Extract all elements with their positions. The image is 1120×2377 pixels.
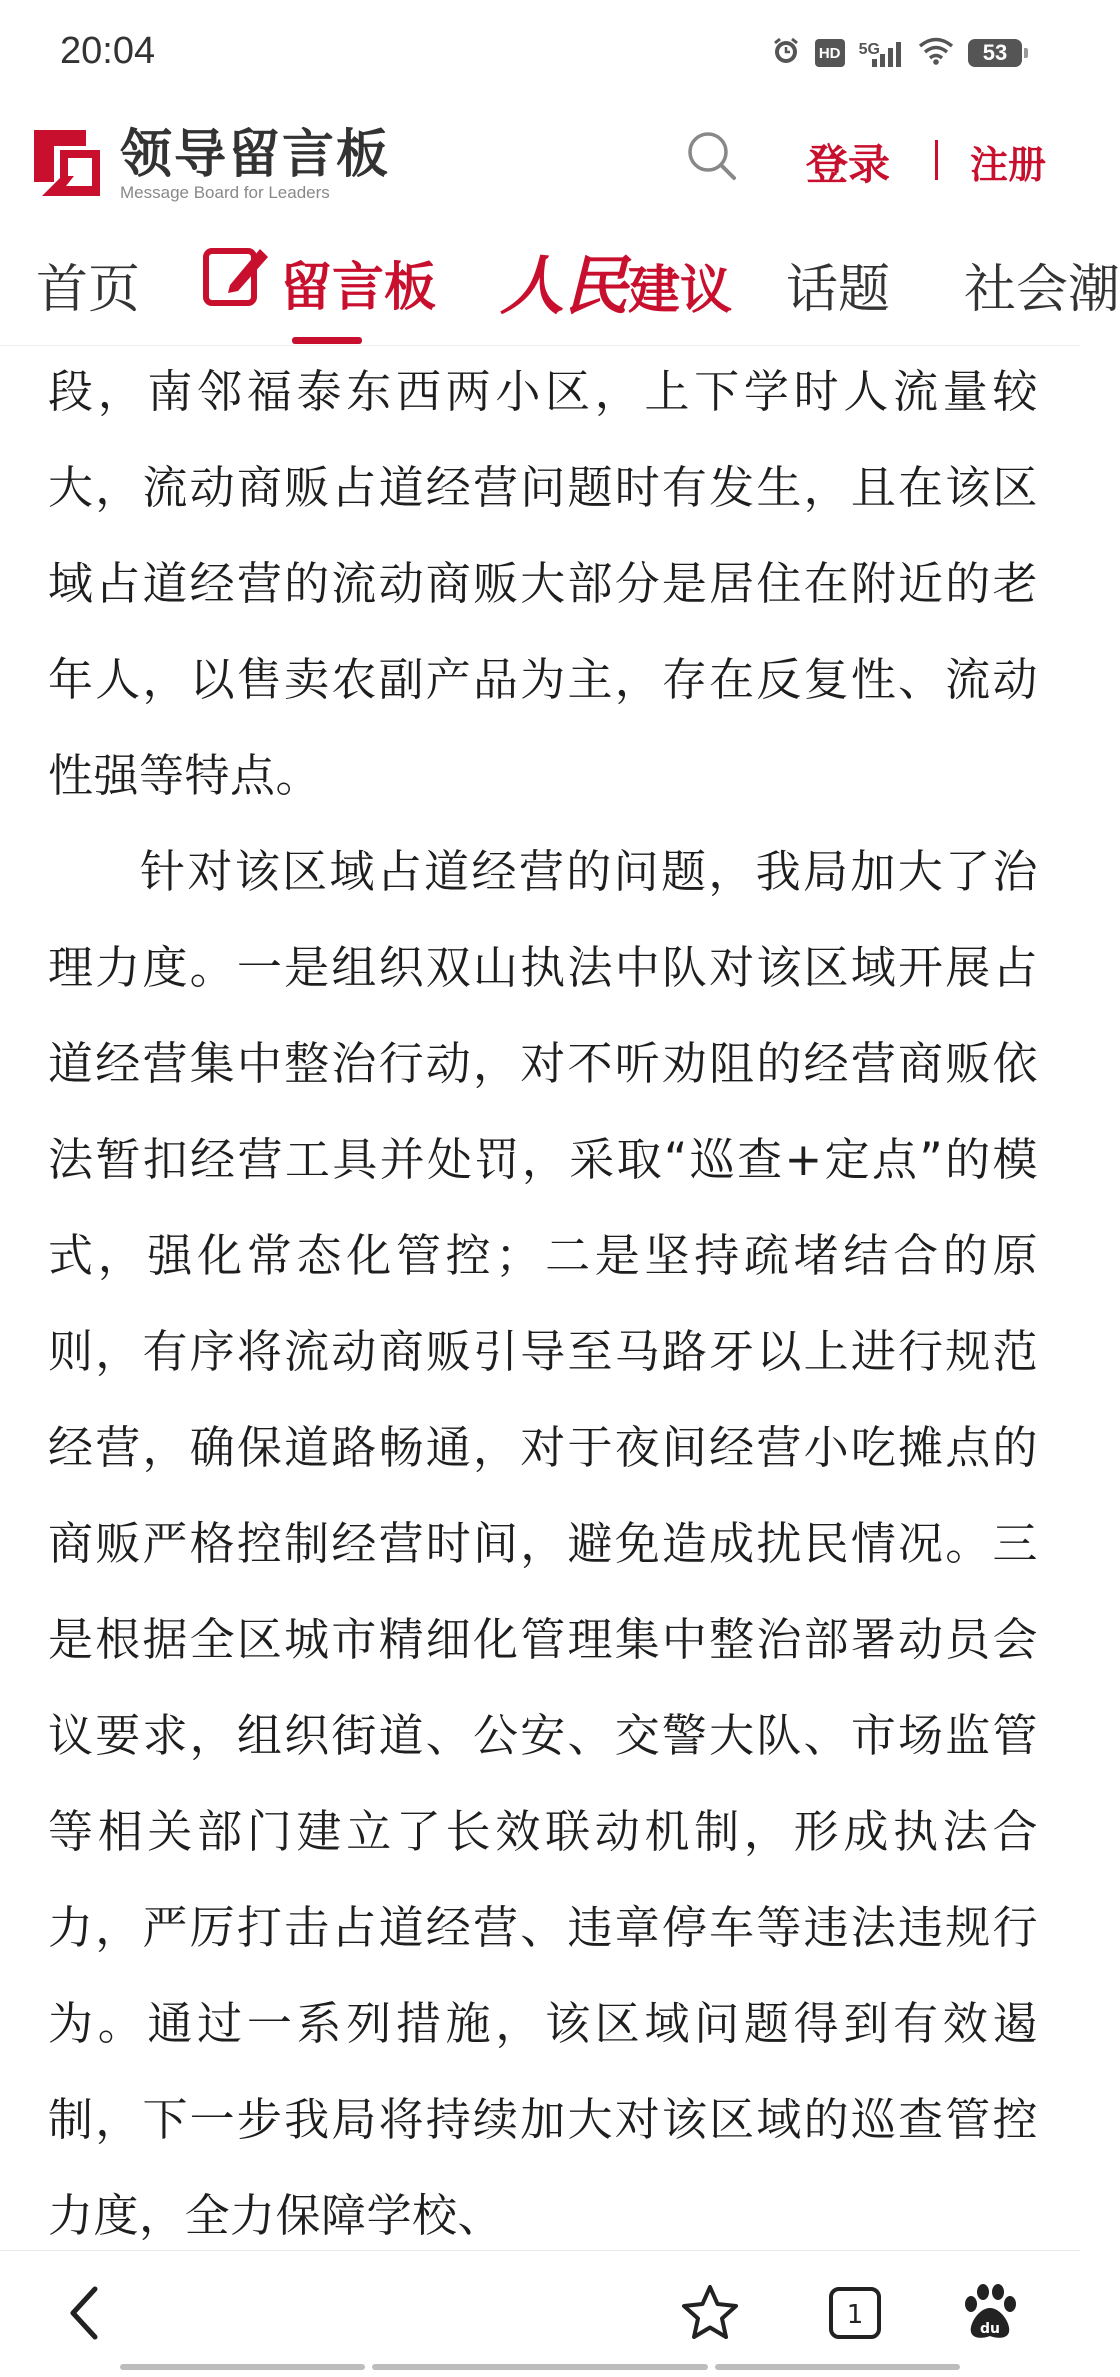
article-content	[48, 350, 1038, 2245]
edit-note-icon	[200, 241, 270, 324]
tabs-icon	[826, 2284, 884, 2342]
status-bar	[0, 0, 1080, 112]
alarm-icon	[771, 36, 801, 70]
article-paragraph: 段，南邻福泰东西两小区，上下学时人流量较大，流动商贩占道经营问题时有发生，且在该区域占道经营的流动商贩大部分是居住在附近的老年人，以售卖农副产品为主，存在反复性、流动性强等特点。	[48, 365, 1038, 802]
home-indicator	[120, 2364, 365, 2370]
hd-badge: HD	[815, 39, 845, 67]
tab-home[interactable]: 首页	[36, 260, 141, 320]
network-type: 5G	[858, 41, 880, 58]
nav-tabs	[0, 217, 1120, 346]
logo-subtitle: Message Board for Leaders	[120, 183, 330, 202]
status-time: 20:04	[60, 30, 156, 72]
wifi-icon	[918, 37, 954, 69]
header-divider	[935, 140, 938, 180]
home-indicator	[372, 2364, 708, 2370]
logo-title: 领导留言板	[120, 125, 391, 185]
search-icon	[686, 130, 738, 182]
battery-level: 53	[982, 40, 1008, 65]
favorite-button[interactable]	[670, 2273, 750, 2353]
active-tab-indicator	[292, 337, 362, 344]
baidu-paw-icon	[957, 2280, 1023, 2346]
tab-topics[interactable]: 话题	[786, 260, 891, 320]
site-header	[0, 112, 1080, 217]
jianyi-label: 建议	[628, 261, 733, 321]
signal-icon	[859, 39, 904, 67]
register-link[interactable]: 注册	[970, 143, 1047, 187]
tabs-button[interactable]	[815, 2273, 895, 2353]
bottom-toolbar	[0, 2250, 1080, 2377]
tab-message-board[interactable]	[200, 241, 436, 324]
renmin-label: 人民	[500, 249, 628, 324]
login-link[interactable]: 登录	[806, 140, 891, 189]
home-indicator	[715, 2364, 960, 2370]
baidu-button[interactable]	[950, 2273, 1030, 2353]
search-button[interactable]	[686, 130, 738, 182]
battery-icon	[968, 39, 1022, 67]
article-paragraph: 针对该区域占道经营的问题，我局加大了治理力度。一是组织双山执法中队对该区域开展占道经营集中整治行动，对不听劝阻的经营商贩依法暂扣经营工具并处罚，采取“巡查+定点”的模式，强化常态化管控；二是坚持疏堵结合的原则，有序将流动商贩引导至马路牙以上进行规范经营，确保道路畅通，对于夜间经营小吃摊点的商贩严格控制经营时间，避免造成扰民情况。三是根据全区城市精细化管理集中整治部署动员会议要求，组织街道、公安、交警大队、市场监管等相关部门建立了长效联动机制，形成执法合力，严厉打击占道经营、违章停车等违法违规行为。通过一系列措施，该区域问题得到有效遏制，下一步我局将持续加大对该区域的巡查管控力度，全力保障学校、	[48, 845, 1038, 2242]
back-button[interactable]	[46, 2273, 126, 2353]
tab-count: 1	[846, 2300, 864, 2330]
status-icons	[771, 36, 1022, 70]
site-logo[interactable]	[28, 124, 390, 206]
tab-renmin-jianyi[interactable]	[500, 235, 732, 327]
tab-message-board-label: 留言板	[280, 258, 437, 318]
svg-text:du: du	[980, 2321, 1000, 2337]
tab-society[interactable]: 社会潮	[964, 260, 1120, 320]
star-icon	[679, 2282, 741, 2344]
back-icon	[61, 2283, 111, 2343]
logo-mark-icon	[28, 124, 106, 206]
